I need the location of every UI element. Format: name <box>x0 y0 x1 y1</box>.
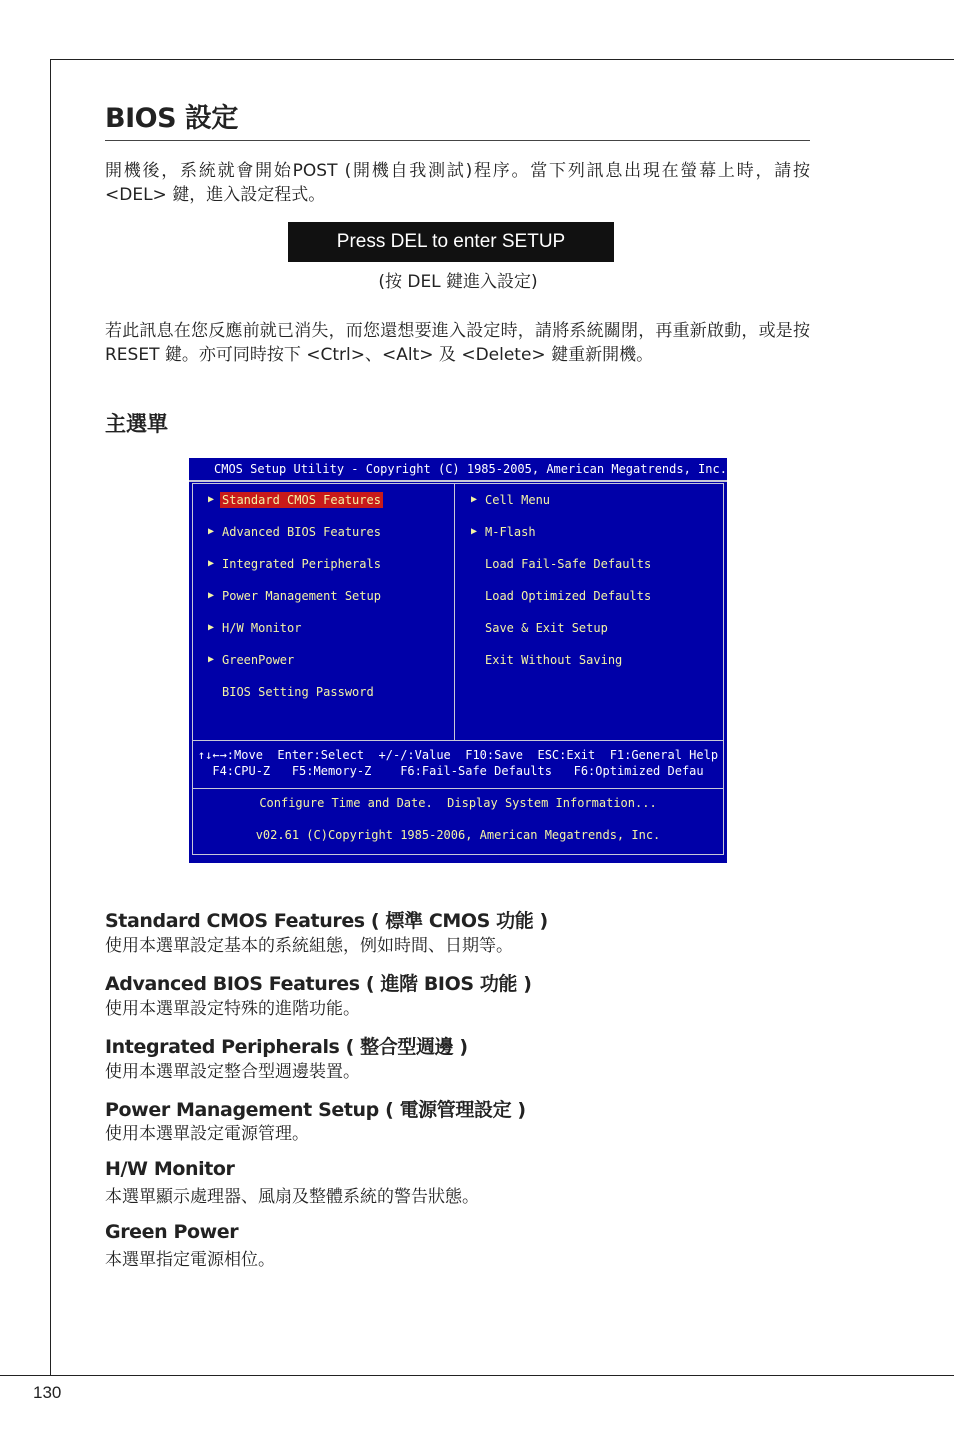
bios-version-line: v02.61 (C)Copyright 1985-2006, American Megatrends, Inc. <box>255 828 661 842</box>
triangle-right-icon: ▶ <box>471 494 478 505</box>
section-heading-main-menu: 主選單 <box>105 412 168 436</box>
page-number: 130 <box>33 1383 62 1402</box>
feature-heading-green-power: Green Power <box>105 1221 239 1243</box>
page-title: BIOS 設定 <box>105 103 238 134</box>
feature-heading-advanced-bios: Advanced BIOS Features ( 進階 BIOS 功能 ) <box>105 973 532 995</box>
bios-help-line-2: F4:CPU-Z F5:Memory-Z F6:Fail-Safe Defaults F6:Optimized Defau <box>212 764 704 778</box>
note-paragraph: 若此訊息在您反應前就已消失，而您還想要進入設定時，請將系統關閉，再重新啟動，或是按 RESET 鍵。亦可同時按下 <Ctrl>、<Alt> 及 <Delete> 鍵重新開機。 <box>105 321 810 365</box>
feature-desc-green-power: 本選單指定電源相位。 <box>105 1250 275 1270</box>
triangle-right-icon: ▶ <box>208 622 215 633</box>
page-frame-top-rule <box>50 59 954 60</box>
feature-desc-integrated-peripherals: 使用本選單設定整合型週邊裝置。 <box>105 1062 360 1082</box>
press-del-prompt: Press DEL to enter SETUP <box>288 222 614 262</box>
feature-heading-integrated-peripherals: Integrated Peripherals ( 整合型週邊 ) <box>105 1036 468 1058</box>
triangle-right-icon: ▶ <box>208 654 215 665</box>
triangle-right-icon: ▶ <box>208 558 215 569</box>
feature-heading-standard-cmos: Standard CMOS Features ( 標準 CMOS 功能 ) <box>105 910 548 932</box>
triangle-right-icon: ▶ <box>208 590 215 601</box>
triangle-right-icon: ▶ <box>471 526 478 537</box>
bios-item-description: Configure Time and Date. Display System Information... <box>259 796 657 810</box>
triangle-right-icon: ▶ <box>208 526 215 537</box>
bios-title-text: CMOS Setup Utility - Copyright (C) 1985-2005, American Megatrends, Inc. <box>214 462 727 476</box>
intro-paragraph: 開機後，系統就會開始POST (開機自我測試)程序。當下列訊息出現在螢幕上時，請按 <DEL> 鍵，進入設定程式。 <box>105 161 810 205</box>
bios-main-menu-screenshot: CMOS Setup Utility - Copyright (C) 1985-2005, American Megatrends, Inc. ▶ Standard CMOS Features ▶ Advanced BIOS Features ▶ Integrated Peripherals ▶ Power Management Setup ▶ H/W Monitor ▶ GreenPower BIOS Setting Password ▶ Cell Menu ▶ M-Flash Load Fail-Safe Defaults Load Optimized Defaults Save & Exit Setup Exit Without Saving ↑↓←→:Move Enter:Select +/-/:Value F10:Save ESC:Exit F1:General Help F4:CPU-Z F5:Memory-Z F6:Fail-Safe Defaults F6:Optimized Defau Configure Time and Date. Display System Information... v02.61 (C)Copyright 1985-2006, American Megatrends, Inc. <box>189 458 727 863</box>
press-del-caption: (按 DEL 鍵進入設定) <box>378 272 538 292</box>
feature-desc-hw-monitor: 本選單顯示處理器、風扇及整體系統的警告狀態。 <box>105 1187 479 1207</box>
feature-heading-hw-monitor: H/W Monitor <box>105 1158 235 1180</box>
title-rule <box>105 140 810 141</box>
bios-column-divider <box>454 483 455 740</box>
feature-desc-power-management: 使用本選單設定電源管理。 <box>105 1124 309 1144</box>
feature-desc-advanced-bios: 使用本選單設定特殊的進階功能。 <box>105 999 360 1019</box>
feature-heading-power-management: Power Management Setup ( 電源管理設定 ) <box>105 1099 526 1121</box>
feature-desc-standard-cmos: 使用本選單設定基本的系統組態，例如時間、日期等。 <box>105 936 513 956</box>
bios-help-divider <box>192 740 724 741</box>
page-frame-bottom-rule <box>0 1375 954 1376</box>
bios-title-bar <box>189 458 727 482</box>
triangle-right-icon: ▶ <box>208 494 215 505</box>
page-frame-left-rule <box>50 59 51 1375</box>
bios-desc-divider <box>192 788 724 789</box>
bios-help-line-1: ↑↓←→:Move Enter:Select +/-/:Value F10:Save ESC:Exit F1:General Help <box>197 748 719 762</box>
